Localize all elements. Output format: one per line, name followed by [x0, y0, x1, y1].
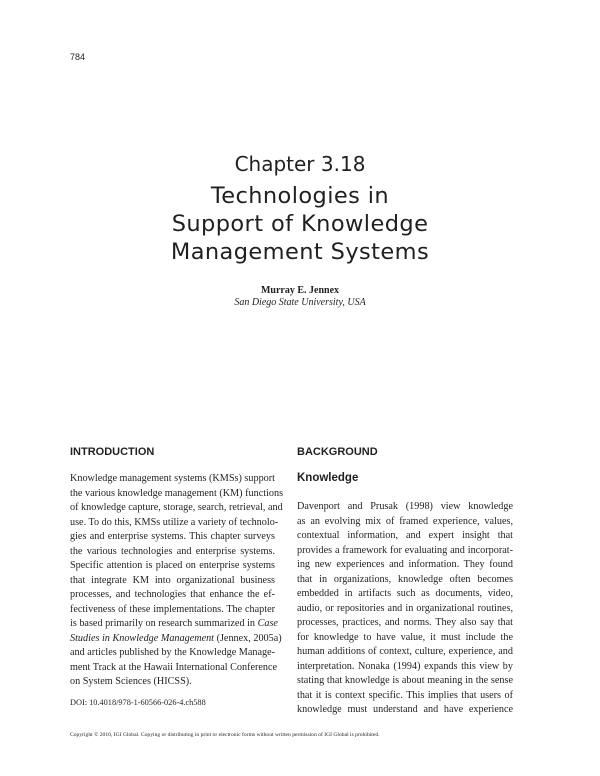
- chapter-title-line-3: Management Systems: [170, 239, 430, 265]
- author-name: Murray E. Jennex: [260, 285, 340, 296]
- background-line: interpretation. Nonaka (1994) expands this view by: [297, 660, 513, 672]
- intro-line: ment Track at the Hawaii International Conference: [70, 661, 278, 673]
- intro-italic-case: Case: [257, 618, 278, 629]
- knowledge-subheading: Knowledge: [297, 472, 359, 484]
- page-number: 784: [70, 52, 86, 62]
- chapter-label: Chapter 3.18: [234, 152, 366, 176]
- background-line: for knowledge to have value, it must include the: [297, 631, 513, 643]
- background-line: contextual information, and expert insight that: [297, 530, 513, 541]
- background-line: that in organizations, knowledge often becomes: [297, 573, 513, 585]
- intro-line: Knowledge management systems (KMSs) support: [70, 473, 275, 484]
- background-line: human additions of context, culture, experience, and: [297, 646, 513, 657]
- background-line: processes, practices, and norms. They also say that: [297, 617, 513, 628]
- intro-line: the various technologies and enterprise systems.: [70, 545, 275, 557]
- chapter-title-line-2: Support of Knowledge: [171, 211, 429, 237]
- introduction-paragraph: [70, 472, 284, 690]
- intro-book-title: Studies in Knowledge Management: [70, 632, 215, 644]
- background-heading: BACKGROUND: [297, 446, 378, 458]
- background-line: that it is context specific. This implies that users of: [297, 689, 513, 701]
- intro-line: of knowledge capture, storage, search, retrieval, and: [70, 502, 283, 513]
- background-line: Davenport and Prusak (1998) view knowledge: [297, 501, 513, 512]
- intro-line: gies and enterprise systems. This chapter surveys: [70, 531, 275, 542]
- chapter-title-line-1: Technologies in: [210, 183, 390, 209]
- intro-line: fectiveness of these implementations. The chapter: [70, 603, 275, 615]
- intro-line: Specific attention is placed on enterprise systems: [70, 560, 275, 571]
- intro-line: [70, 617, 278, 632]
- background-line: stating that knowledge is about meaning in the sense: [297, 675, 513, 686]
- background-line: as an evolving mix of framed experience, values,: [297, 515, 513, 527]
- intro-citation: (Jennex, 2005a): [214, 632, 282, 644]
- doi: DOI: 10.4018/978-1-60566-026-4.ch588: [70, 698, 206, 707]
- copyright-notice: Copyright © 2010, IGI Global. Copying or distributing in print or electronic forms without written permission of IGI Global is prohibited.: [70, 732, 380, 738]
- background-line: embedded in artifacts such as documents, video,: [297, 588, 513, 599]
- intro-line: the various knowledge management (KM) functions: [70, 487, 284, 499]
- intro-line: and articles published by the Knowledge Manage-: [70, 647, 275, 658]
- background-line: audio, or repositories and in organizational routines,: [297, 602, 513, 614]
- intro-line: processes, and technologies that enhance the ef-: [70, 589, 275, 600]
- intro-line: on System Sciences (HICSS).: [70, 676, 192, 687]
- author-affiliation: San Diego State University, USA: [234, 297, 366, 308]
- intro-line-text: is based primarily on research summarized in: [70, 618, 256, 629]
- intro-line: use. To do this, KMSs utilize a variety of technolo-: [70, 516, 279, 528]
- background-line: ing new experiences and information. They found: [297, 559, 513, 570]
- background-line: knowledge must understand and have experience: [297, 704, 513, 715]
- intro-line: that integrate KM into organizational business: [70, 574, 275, 586]
- intro-line: [70, 632, 282, 647]
- background-line: provides a framework for evaluating and incorporat-: [297, 544, 513, 556]
- introduction-heading: INTRODUCTION: [70, 446, 155, 458]
- background-paragraph: [297, 500, 513, 718]
